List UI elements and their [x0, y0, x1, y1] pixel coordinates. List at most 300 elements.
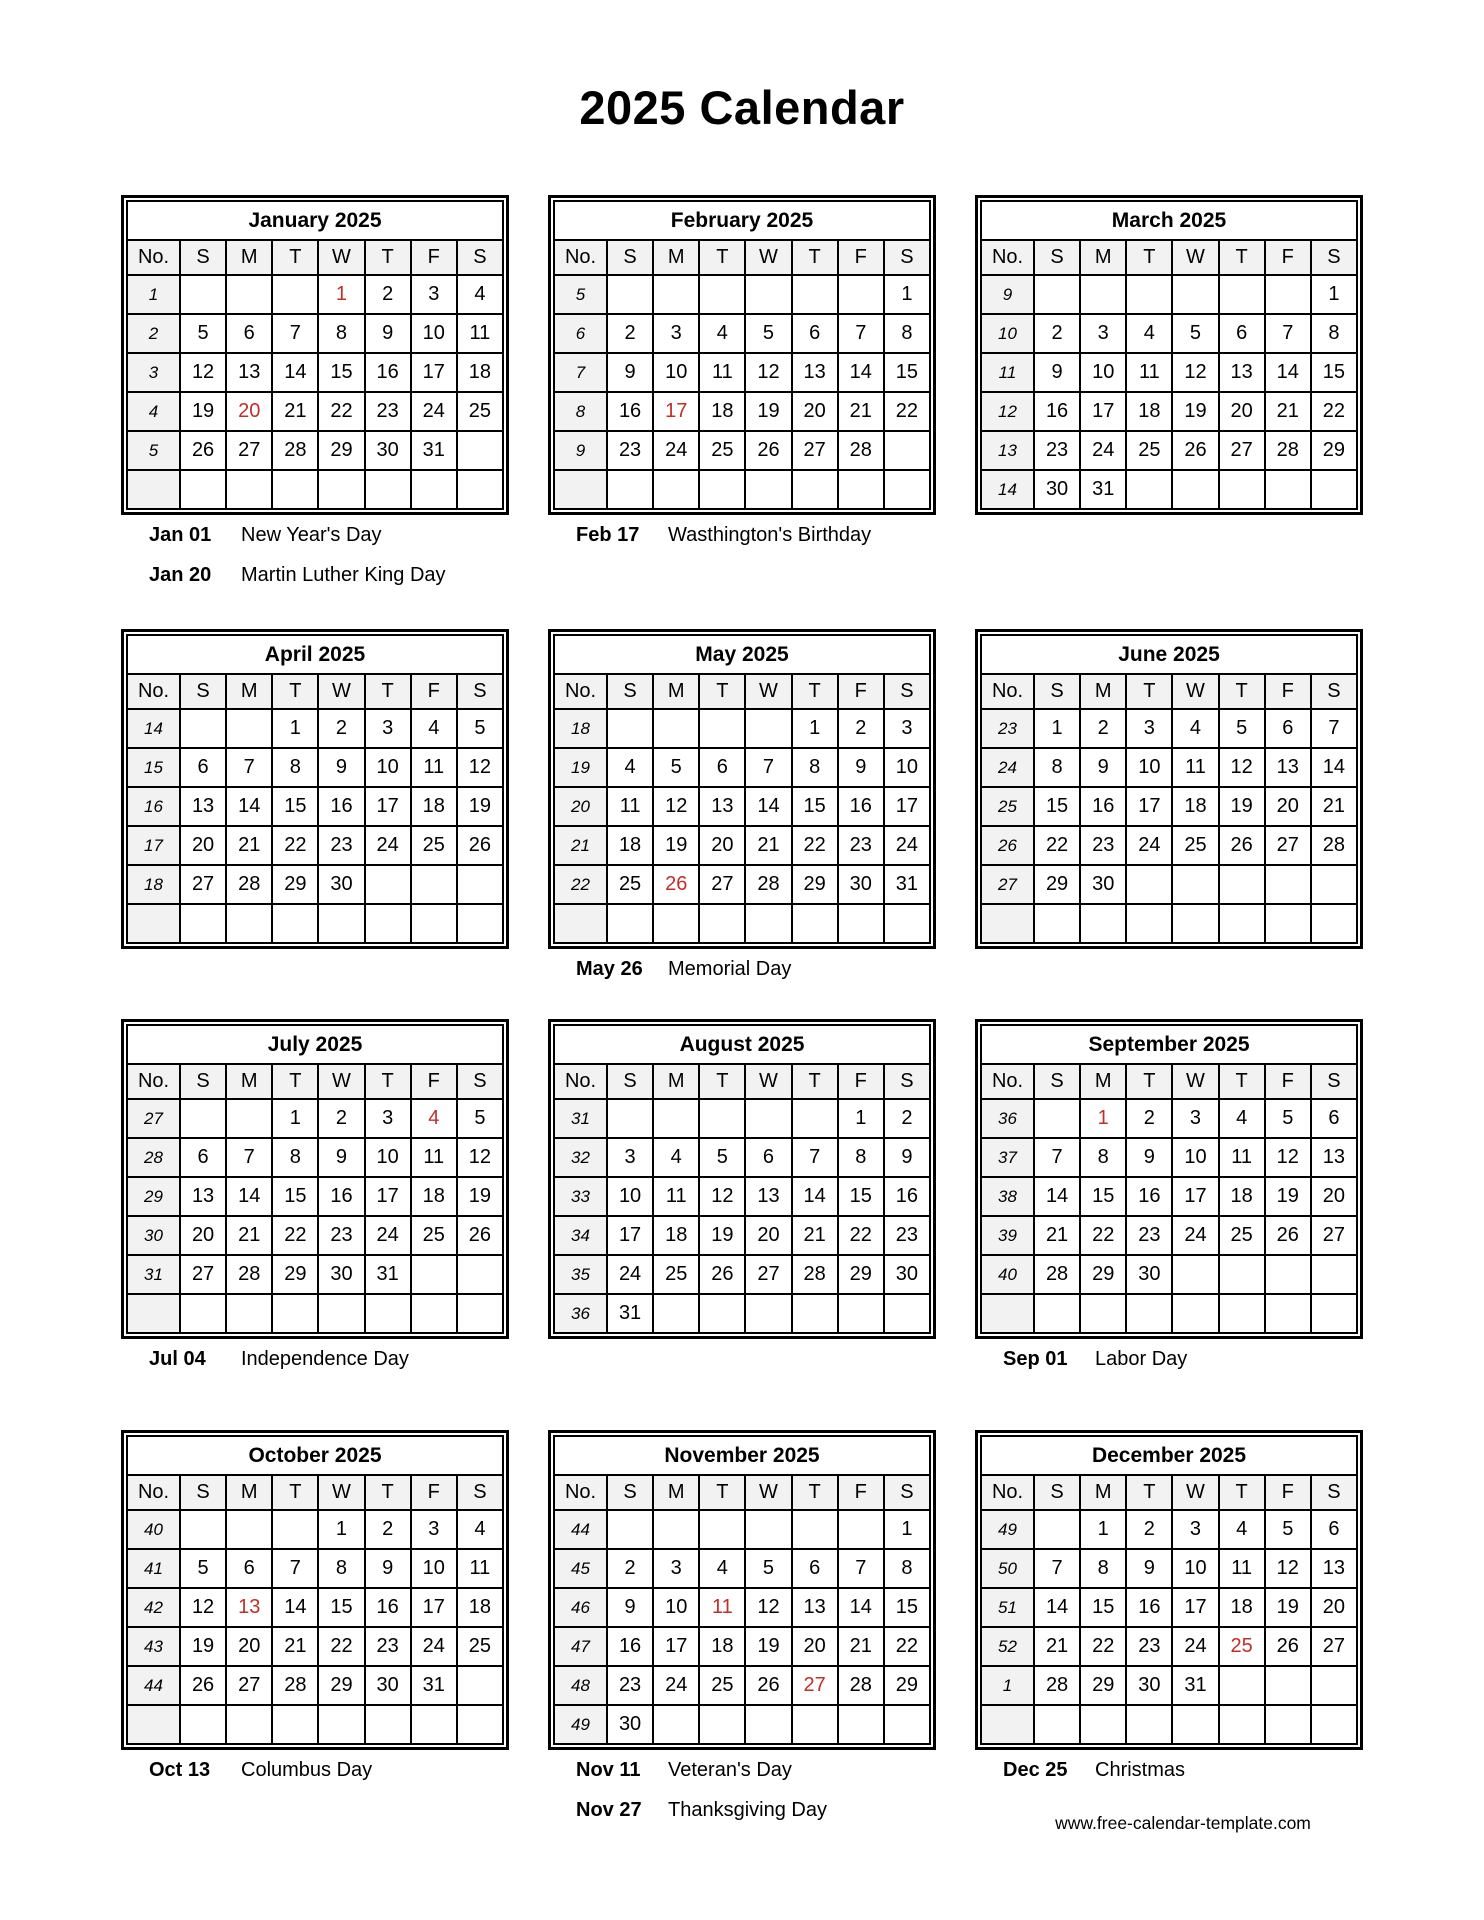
- day-cell: [226, 470, 272, 509]
- week-number-cell: [127, 904, 180, 943]
- week-number-cell: 16: [127, 787, 180, 826]
- day-cell: 31: [607, 1294, 653, 1333]
- day-cell: [457, 470, 503, 509]
- weekday-header-cell: T: [1219, 240, 1265, 275]
- weekday-header-cell: M: [653, 1475, 699, 1510]
- month-title: March 2025: [981, 201, 1357, 240]
- week-row: [981, 1216, 1357, 1255]
- month-grid-july: [126, 1024, 504, 1334]
- day-cell: 25: [457, 392, 503, 431]
- day-cell: 17: [1172, 1177, 1218, 1216]
- day-cell: 18: [1219, 1588, 1265, 1627]
- day-cell: [699, 1099, 745, 1138]
- holiday-name: Columbus Day: [241, 1759, 373, 1781]
- holiday-name: New Year's Day: [241, 524, 382, 546]
- weekday-header-cell: T: [699, 1475, 745, 1510]
- week-number-cell: 47: [554, 1627, 607, 1666]
- holiday-name: Independence Day: [241, 1348, 409, 1370]
- weekday-header-cell: F: [838, 240, 884, 275]
- day-cell: 16: [884, 1177, 930, 1216]
- weekday-header-cell: M: [226, 1475, 272, 1510]
- holiday-name: Thanksgiving Day: [668, 1799, 827, 1821]
- weekday-header-cell: T: [272, 1475, 318, 1510]
- day-cell: 21: [1034, 1216, 1080, 1255]
- day-cell: 8: [318, 1549, 364, 1588]
- day-cell: 28: [838, 1666, 884, 1705]
- week-row: [981, 1138, 1357, 1177]
- day-cell: 9: [365, 1549, 411, 1588]
- week-number-cell: 11: [981, 353, 1034, 392]
- day-cell: 22: [884, 392, 930, 431]
- week-row: [981, 787, 1357, 826]
- week-number-cell: 40: [981, 1255, 1034, 1294]
- day-cell: [411, 865, 457, 904]
- day-cell: 25: [653, 1255, 699, 1294]
- day-cell: 24: [411, 392, 457, 431]
- day-cell: 12: [745, 353, 791, 392]
- day-cell: 3: [653, 1549, 699, 1588]
- day-cell: 29: [884, 1666, 930, 1705]
- week-row: [127, 1255, 503, 1294]
- day-cell: 10: [1080, 353, 1126, 392]
- day-cell: 21: [226, 1216, 272, 1255]
- weekday-header-cell: F: [1265, 1475, 1311, 1510]
- day-cell: 18: [1172, 787, 1218, 826]
- weekday-header-cell: T: [365, 240, 411, 275]
- week-number-cell: [981, 1294, 1034, 1333]
- day-cell: 1: [1080, 1510, 1126, 1549]
- day-cell: [1219, 470, 1265, 509]
- day-cell: 26: [745, 1666, 791, 1705]
- day-cell: 8: [1080, 1138, 1126, 1177]
- week-row: [554, 1255, 930, 1294]
- day-cell: [411, 1705, 457, 1744]
- day-cell: 6: [180, 748, 226, 787]
- month-march: [975, 195, 1363, 629]
- day-cell: 4: [1172, 709, 1218, 748]
- day-cell: 23: [365, 392, 411, 431]
- day-cell: 17: [607, 1216, 653, 1255]
- day-cell: 11: [457, 314, 503, 353]
- weekday-header-cell: W: [318, 1064, 364, 1099]
- day-cell: [226, 1510, 272, 1549]
- week-number-cell: 30: [127, 1216, 180, 1255]
- week-row: [981, 1294, 1357, 1333]
- week-number-cell: 13: [981, 431, 1034, 470]
- weekday-header-cell: F: [838, 1064, 884, 1099]
- day-cell: 11: [607, 787, 653, 826]
- weekday-header-cell: T: [1219, 1064, 1265, 1099]
- weekday-header-cell: F: [1265, 240, 1311, 275]
- day-cell: 25: [607, 865, 653, 904]
- day-cell: 31: [411, 431, 457, 470]
- day-cell: 30: [318, 865, 364, 904]
- month-title: April 2025: [127, 635, 503, 674]
- day-cell: 30: [884, 1255, 930, 1294]
- day-cell: 29: [318, 1666, 364, 1705]
- day-cell: 14: [272, 353, 318, 392]
- month-table-february: [548, 195, 936, 515]
- day-cell: 30: [607, 1705, 653, 1744]
- day-cell: 21: [226, 826, 272, 865]
- month-grid-may: [553, 634, 931, 944]
- day-cell: 17: [653, 1627, 699, 1666]
- month-grid-september: [980, 1024, 1358, 1334]
- day-cell: 20: [180, 1216, 226, 1255]
- day-cell: 17: [884, 787, 930, 826]
- day-cell: 17: [365, 1177, 411, 1216]
- week-number-cell: 14: [981, 470, 1034, 509]
- day-cell: [1219, 1705, 1265, 1744]
- day-cell: [411, 1255, 457, 1294]
- holiday-date: Oct 13: [149, 1759, 211, 1781]
- day-cell: 15: [1080, 1177, 1126, 1216]
- week-row: [127, 865, 503, 904]
- day-cell: [884, 1705, 930, 1744]
- day-cell: 11: [1219, 1549, 1265, 1588]
- day-cell: [1265, 1255, 1311, 1294]
- day-cell: 10: [365, 748, 411, 787]
- holiday-day-cell: 1: [318, 275, 364, 314]
- day-cell: 19: [1172, 392, 1218, 431]
- day-cell: 10: [884, 748, 930, 787]
- day-cell: 1: [884, 1510, 930, 1549]
- day-cell: [457, 1255, 503, 1294]
- weekday-header-cell: T: [699, 674, 745, 709]
- day-cell: 10: [1126, 748, 1172, 787]
- day-cell: 15: [318, 353, 364, 392]
- website-url: www.free-calendar-template.com: [1055, 1813, 1311, 1833]
- day-cell: [1080, 1294, 1126, 1333]
- week-number-cell: 15: [127, 748, 180, 787]
- day-cell: [653, 1705, 699, 1744]
- weekday-header-cell: M: [653, 674, 699, 709]
- day-cell: 25: [699, 1666, 745, 1705]
- week-number-header: No.: [554, 240, 607, 275]
- month-holidays-january: [121, 515, 509, 629]
- day-cell: 15: [1080, 1588, 1126, 1627]
- weekday-header-cell: S: [884, 1475, 930, 1510]
- day-cell: [699, 1705, 745, 1744]
- weekday-header-cell: T: [272, 1064, 318, 1099]
- day-cell: 23: [318, 826, 364, 865]
- weekday-header-cell: F: [411, 1064, 457, 1099]
- day-cell: 26: [457, 826, 503, 865]
- day-cell: 8: [1034, 748, 1080, 787]
- week-row: [127, 1666, 503, 1705]
- week-row: [981, 275, 1357, 314]
- month-title: May 2025: [554, 635, 930, 674]
- day-cell: 28: [1034, 1255, 1080, 1294]
- day-cell: 19: [1265, 1588, 1311, 1627]
- day-cell: [607, 1510, 653, 1549]
- month-october: [121, 1430, 509, 1850]
- day-cell: 18: [699, 1627, 745, 1666]
- month-table-december: [975, 1430, 1363, 1750]
- weekday-header-cell: S: [884, 240, 930, 275]
- day-cell: [318, 904, 364, 943]
- day-cell: [653, 904, 699, 943]
- day-cell: [272, 1510, 318, 1549]
- day-cell: 15: [272, 1177, 318, 1216]
- day-cell: 4: [457, 1510, 503, 1549]
- weekday-header-cell: T: [1219, 1475, 1265, 1510]
- week-number-header: No.: [554, 1475, 607, 1510]
- week-number-cell: 14: [127, 709, 180, 748]
- day-cell: 19: [745, 1627, 791, 1666]
- day-cell: 27: [226, 1666, 272, 1705]
- week-number-header: No.: [981, 1475, 1034, 1510]
- day-cell: 16: [365, 1588, 411, 1627]
- weekday-header-cell: S: [180, 240, 226, 275]
- weekday-header-cell: W: [318, 1475, 364, 1510]
- day-cell: 30: [1126, 1255, 1172, 1294]
- week-number-cell: 5: [554, 275, 607, 314]
- week-number-cell: [127, 1294, 180, 1333]
- day-cell: 8: [884, 314, 930, 353]
- weekday-header-cell: S: [457, 1475, 503, 1510]
- day-cell: 20: [1311, 1177, 1357, 1216]
- day-cell: 16: [1034, 392, 1080, 431]
- week-row: [981, 1666, 1357, 1705]
- day-cell: 7: [792, 1138, 838, 1177]
- day-cell: 26: [1219, 826, 1265, 865]
- weekday-header-cell: T: [792, 240, 838, 275]
- day-cell: [226, 1705, 272, 1744]
- day-cell: 31: [411, 1666, 457, 1705]
- week-row: [554, 1294, 930, 1333]
- day-cell: 8: [318, 314, 364, 353]
- day-cell: 2: [884, 1099, 930, 1138]
- week-number-cell: 1: [127, 275, 180, 314]
- week-number-cell: 42: [127, 1588, 180, 1627]
- day-cell: 20: [1219, 392, 1265, 431]
- day-cell: 3: [1080, 314, 1126, 353]
- month-table-october: [121, 1430, 509, 1750]
- day-cell: [1311, 865, 1357, 904]
- day-cell: [838, 470, 884, 509]
- week-number-cell: 34: [554, 1216, 607, 1255]
- day-cell: [272, 904, 318, 943]
- week-row: [554, 1588, 930, 1627]
- day-cell: [1172, 1255, 1218, 1294]
- week-row: [554, 392, 930, 431]
- day-cell: 4: [653, 1138, 699, 1177]
- day-cell: 25: [411, 826, 457, 865]
- day-cell: 13: [226, 353, 272, 392]
- day-cell: [699, 709, 745, 748]
- holiday-day-cell: 17: [653, 392, 699, 431]
- day-cell: 4: [1219, 1099, 1265, 1138]
- week-number-cell: 26: [981, 826, 1034, 865]
- day-cell: 28: [1311, 826, 1357, 865]
- day-cell: 13: [792, 353, 838, 392]
- day-cell: 20: [792, 1627, 838, 1666]
- day-cell: [1080, 1705, 1126, 1744]
- week-row: [981, 431, 1357, 470]
- day-cell: [653, 1099, 699, 1138]
- week-number-cell: 23: [981, 709, 1034, 748]
- day-cell: 3: [1172, 1510, 1218, 1549]
- week-number-cell: 37: [981, 1138, 1034, 1177]
- day-cell: [1034, 1510, 1080, 1549]
- day-cell: 9: [838, 748, 884, 787]
- day-cell: 20: [180, 826, 226, 865]
- day-cell: 21: [1311, 787, 1357, 826]
- day-cell: 24: [653, 1666, 699, 1705]
- weekday-header-cell: F: [1265, 1064, 1311, 1099]
- holiday-entry: [149, 1348, 509, 1388]
- week-row: [554, 904, 930, 943]
- week-number-cell: 22: [554, 865, 607, 904]
- day-cell: [1219, 1255, 1265, 1294]
- day-cell: [884, 904, 930, 943]
- week-row: [554, 1216, 930, 1255]
- day-cell: 27: [1311, 1216, 1357, 1255]
- day-cell: 25: [1126, 431, 1172, 470]
- week-row: [127, 709, 503, 748]
- holiday-entry: [149, 524, 509, 564]
- day-cell: 8: [792, 748, 838, 787]
- day-cell: 14: [838, 353, 884, 392]
- day-cell: 9: [1126, 1549, 1172, 1588]
- week-number-cell: 27: [127, 1099, 180, 1138]
- day-cell: 18: [457, 353, 503, 392]
- day-cell: 4: [1219, 1510, 1265, 1549]
- day-cell: 20: [1265, 787, 1311, 826]
- week-number-header: No.: [127, 1475, 180, 1510]
- weekday-header-cell: S: [1034, 240, 1080, 275]
- day-cell: [365, 865, 411, 904]
- day-cell: 21: [1265, 392, 1311, 431]
- day-cell: 29: [318, 431, 364, 470]
- day-cell: [1126, 470, 1172, 509]
- weekday-header-cell: T: [1126, 1475, 1172, 1510]
- day-cell: 20: [1311, 1588, 1357, 1627]
- week-row: [554, 1099, 930, 1138]
- month-grid-february: [553, 200, 931, 510]
- day-cell: 19: [1265, 1177, 1311, 1216]
- week-row: [554, 826, 930, 865]
- day-cell: 4: [607, 748, 653, 787]
- day-cell: 21: [792, 1216, 838, 1255]
- day-cell: 18: [457, 1588, 503, 1627]
- day-cell: 29: [1311, 431, 1357, 470]
- day-cell: [792, 1705, 838, 1744]
- day-cell: 15: [272, 787, 318, 826]
- day-cell: 15: [838, 1177, 884, 1216]
- day-cell: 5: [457, 1099, 503, 1138]
- day-cell: 5: [180, 314, 226, 353]
- day-cell: 25: [699, 431, 745, 470]
- weekday-header-cell: W: [745, 1064, 791, 1099]
- week-row: [981, 1549, 1357, 1588]
- day-cell: 29: [792, 865, 838, 904]
- day-cell: 22: [318, 392, 364, 431]
- day-cell: [699, 1294, 745, 1333]
- week-row: [127, 392, 503, 431]
- week-number-cell: 10: [981, 314, 1034, 353]
- day-cell: 4: [457, 275, 503, 314]
- day-cell: [884, 431, 930, 470]
- day-cell: 11: [411, 748, 457, 787]
- holiday-entry: [576, 1759, 936, 1799]
- day-cell: [226, 709, 272, 748]
- day-cell: 23: [318, 1216, 364, 1255]
- day-cell: 2: [1126, 1510, 1172, 1549]
- day-cell: 8: [1080, 1549, 1126, 1588]
- month-holidays-june: [975, 949, 1363, 1019]
- week-row: [981, 1627, 1357, 1666]
- day-cell: 12: [1265, 1549, 1311, 1588]
- week-row: [981, 709, 1357, 748]
- day-cell: 17: [411, 1588, 457, 1627]
- day-cell: 5: [1219, 709, 1265, 748]
- month-june: [975, 629, 1363, 1019]
- day-cell: [653, 709, 699, 748]
- weekday-header-cell: T: [1126, 674, 1172, 709]
- page-title: 2025 Calendar: [579, 81, 905, 134]
- week-row: [127, 353, 503, 392]
- holiday-day-cell: 4: [411, 1099, 457, 1138]
- day-cell: [1311, 470, 1357, 509]
- month-grid-november: [553, 1435, 931, 1745]
- day-cell: [411, 470, 457, 509]
- weekday-header-cell: S: [1311, 240, 1357, 275]
- week-row: [127, 748, 503, 787]
- day-cell: 12: [457, 1138, 503, 1177]
- day-cell: 11: [1172, 748, 1218, 787]
- day-cell: 24: [411, 1627, 457, 1666]
- day-cell: [607, 709, 653, 748]
- month-title: September 2025: [981, 1025, 1357, 1064]
- day-cell: 6: [226, 1549, 272, 1588]
- day-cell: 16: [318, 1177, 364, 1216]
- day-cell: 26: [699, 1255, 745, 1294]
- week-row: [554, 709, 930, 748]
- day-cell: 19: [457, 1177, 503, 1216]
- month-grid-december: [980, 1435, 1358, 1745]
- week-row: [127, 1216, 503, 1255]
- week-row: [554, 1138, 930, 1177]
- day-cell: 21: [272, 1627, 318, 1666]
- day-cell: 6: [792, 1549, 838, 1588]
- week-row: [127, 1588, 503, 1627]
- day-cell: [1265, 275, 1311, 314]
- weekday-header-cell: S: [180, 1475, 226, 1510]
- weekday-header-cell: F: [1265, 674, 1311, 709]
- day-cell: 28: [838, 431, 884, 470]
- week-row: [127, 275, 503, 314]
- day-cell: 3: [411, 275, 457, 314]
- day-cell: 7: [272, 1549, 318, 1588]
- month-holidays-august: [548, 1339, 936, 1430]
- day-cell: 14: [1265, 353, 1311, 392]
- day-cell: 12: [1172, 353, 1218, 392]
- weekday-header-cell: M: [653, 1064, 699, 1099]
- day-cell: 10: [653, 1588, 699, 1627]
- weekday-header-cell: M: [226, 1064, 272, 1099]
- weekday-header-cell: T: [272, 240, 318, 275]
- week-number-cell: 29: [127, 1177, 180, 1216]
- day-cell: 20: [745, 1216, 791, 1255]
- weekday-header-cell: S: [457, 240, 503, 275]
- day-cell: 15: [1311, 353, 1357, 392]
- day-cell: 4: [411, 709, 457, 748]
- month-title: November 2025: [554, 1436, 930, 1475]
- day-cell: 19: [699, 1216, 745, 1255]
- month-august: [548, 1019, 936, 1430]
